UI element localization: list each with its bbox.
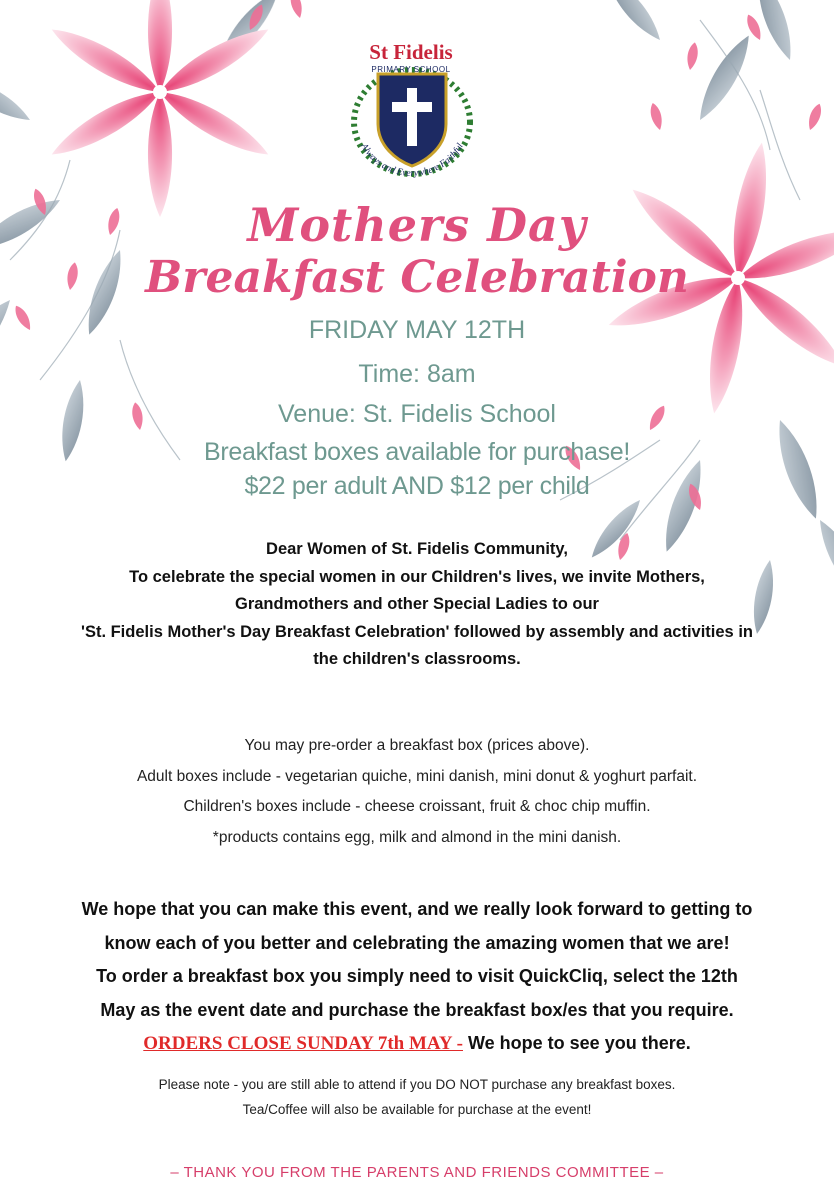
menu-line: Adult boxes include - vegetarian quiche, mini danish, mini donut & yoghurt parfait. [136, 767, 698, 785]
invitation-text [40, 536, 794, 674]
hope-line: know each of you better and celebrating the amazing women that we are! [104, 932, 730, 953]
invitation-line: Dear Women of St. Fidelis Community, [266, 540, 568, 558]
event-date: FRIDAY MAY 12TH [308, 316, 526, 344]
menu-details [40, 731, 794, 853]
see-you-text: We hope to see you there. [463, 1033, 691, 1053]
note-line: Please note - you are still able to attend if you DO NOT purchase any breakfast boxes. [158, 1077, 676, 1092]
orders-line [30, 1027, 804, 1061]
invitation-line: the children's classrooms. [313, 650, 521, 668]
invitation-line: 'St. Fidelis Mother's Day Breakfast Celebration' followed by assembly and activities in [81, 622, 753, 641]
orders-close-notice: ORDERS CLOSE SUNDAY 7th MAY - [143, 1033, 463, 1054]
school-motto: Always and Everywhere Faithful [358, 141, 466, 179]
school-name: St Fidelis [369, 40, 453, 64]
menu-line: *products contains egg, milk and almond in the mini danish. [212, 828, 622, 846]
hope-line: To order a breakfast box you simply need to visit QuickCliq, select the 12th [96, 966, 738, 986]
title-line-1: Mothers Day [247, 198, 587, 252]
menu-line: Children's boxes include - cheese croissant, fruit & choc chip muffin. [183, 798, 651, 815]
invitation-line: To celebrate the special women in our Children's lives, we invite Mothers, [129, 567, 705, 586]
hope-line: May as the event date and purchase the breakfast box/es that you require. [100, 999, 734, 1020]
event-time: Time: 8am [358, 360, 476, 388]
breakfast-boxes-note: Breakfast boxes available for purchase! [203, 438, 631, 466]
menu-line: You may pre-order a breakfast box (prices above). [244, 737, 590, 754]
event-prices: $22 per adult AND $12 per child [244, 472, 590, 500]
invitation-line: Grandmothers and other Special Ladies to our [235, 595, 599, 613]
school-type: PRIMARY SCHOOL [371, 65, 451, 74]
hope-line: We hope that you can make this event, and we really look forward to getting to [81, 899, 753, 919]
hope-text [30, 893, 804, 1061]
event-venue: Venue: St. Fidelis School [278, 400, 556, 428]
thank-you-footer: – THANK YOU FROM THE PARENTS AND FRIENDS COMMITTEE – [170, 1164, 664, 1181]
notes [40, 1072, 794, 1122]
title-line-2: Breakfast Celebration [145, 252, 689, 303]
note-line: Tea/Coffee will also be available for purchase at the event! [242, 1102, 592, 1117]
